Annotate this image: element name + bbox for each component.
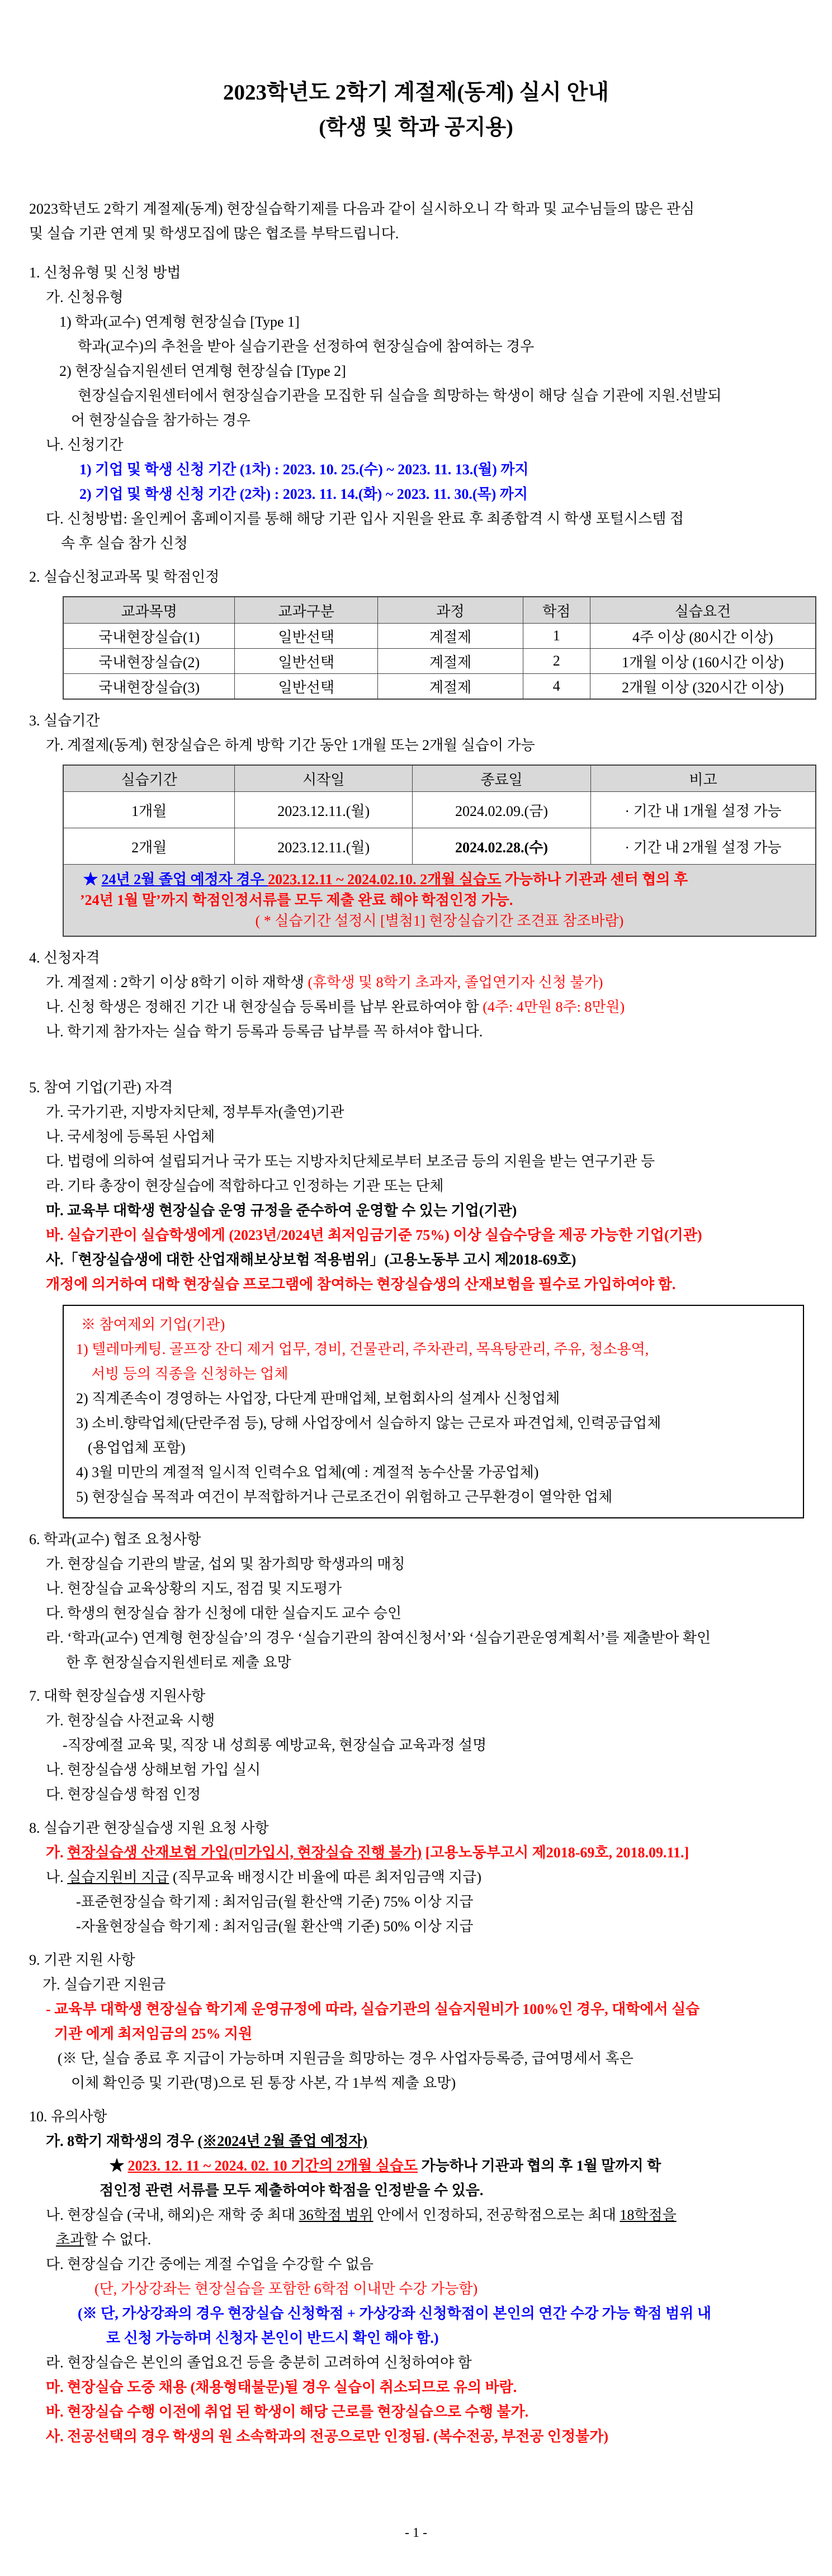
text-segment: 36학점 범위 (299, 2207, 374, 2223)
doc-line (25, 2400, 807, 2424)
table-cell: 일반선택 (235, 674, 378, 700)
text-segment: 2) 현장실습지원센터 연계형 현장실습 [Type 2] (59, 363, 346, 379)
table-cell: 2023.12.11.(월) (235, 828, 413, 865)
doc-line (72, 1485, 796, 1509)
doc-line (25, 2022, 807, 2046)
text-segment: 나. 학기제 참가자는 실습 학기 등록과 등록금 납부를 꼭 하셔야 합니다. (46, 1023, 483, 1040)
text-segment: 마. 현장실습 도중 채용 (채용형태불문)될 경우 실습이 취소되므로 유의 바람. (46, 2379, 517, 2395)
text-segment: 5) 현장실습 목적과 여건이 부적합하거나 근로조건이 위험하고 근무환경이 열악한 업체 (76, 1489, 613, 1505)
doc-line (25, 2154, 807, 2178)
doc-line (25, 1914, 807, 1939)
doc-line (25, 457, 807, 482)
table-header-cell: 실습요건 (590, 597, 816, 624)
text-segment: 안에서 인정하되, 전공학점으로는 최대 (373, 2207, 620, 2223)
text-segment: -직장예절 교육 및, 직장 내 성희롱 예방교육, 현장실습 교육과정 설명 (63, 1737, 487, 1753)
doc-line (25, 1997, 807, 2022)
text-segment: 초과 (56, 2231, 84, 2248)
table-cell: 국내현장실습(2) (63, 649, 235, 674)
table-cell: 국내현장실습(1) (63, 624, 235, 649)
table-header-cell: 실습기간 (63, 765, 235, 792)
text-segment: 2023.12.11 ~ 2024.02.10. 2개월 실습도 (268, 871, 502, 888)
text-segment: 속 후 실습 참가 신청 (61, 535, 188, 551)
text-segment: 개정에 의거하여 대학 현장실습 프로그램에 참여하는 현장실습생의 산재보험을 필수로 가입하여야 함. (46, 1276, 676, 1292)
section-heading (25, 1816, 807, 1841)
text-segment: 9. 기관 지원 사항 (29, 1952, 135, 1968)
text-segment: ※ 참여제외 기업(기관) (81, 1317, 225, 1333)
doc-line (25, 197, 807, 221)
text-segment: 나. 현장실습생 상해보험 가입 실시 (46, 1762, 261, 1778)
table-row (63, 624, 816, 649)
text-segment: 점인정 관련 서류를 모두 제출하여야 학점을 인정받을 수 있음. (100, 2182, 484, 2198)
text-segment: 1) 기업 및 학생 신청 기간 (1차) : 2023. 10. 25.(수) ~ 2023. 11. 13.(월) 까지 (79, 461, 529, 478)
table-header-cell: 학점 (523, 597, 590, 624)
doc-line (72, 1313, 796, 1337)
doc-line (25, 408, 807, 433)
text-segment: 현장실습생 산재보험 가입(미가입시, 현장실습 진행 불가) (67, 1844, 422, 1861)
table-cell: · 기간 내 2개월 설정 가능 (591, 828, 816, 865)
table-cell: 4 (523, 674, 590, 700)
text-segment: 나. 현장실습 (국내, 해외)은 재학 중 최대 (46, 2207, 299, 2223)
text-segment: 기관 에게 최저임금의 25% 지원 (54, 2026, 253, 2042)
doc-line (25, 2178, 807, 2203)
doc-line (25, 1199, 807, 1223)
text-segment: 2. 실습신청교과목 및 학점인정 (29, 569, 220, 585)
doc-line (25, 1020, 807, 1044)
doc-line (25, 1782, 807, 1807)
doc-line (25, 2277, 807, 2301)
text-segment: 4. 신청자격 (29, 950, 100, 966)
doc-line (25, 507, 807, 531)
practice-period-table (63, 765, 816, 937)
doc-line (25, 482, 807, 507)
text-segment: 다. 현장실습생 학점 인정 (46, 1786, 201, 1803)
text-segment: 2) 기업 및 학생 신청 기간 (2차) : 2023. 11. 14.(화) ~ 2023. 11. 30.(목) 까지 (79, 486, 528, 502)
table-cell: 4주 이상 (80시간 이상) (590, 624, 816, 649)
table-cell: 2024.02.28.(수) (413, 828, 591, 865)
text-segment: 서빙 등의 직종을 신청하는 업체 (91, 1366, 289, 1382)
text-segment: 5. 참여 기업(기관) 자격 (29, 1079, 173, 1096)
text-segment: ★ (110, 2158, 128, 2174)
page-number: - 1 - (405, 2526, 427, 2540)
text-segment: 가. 실습기관 지원금 (42, 1976, 166, 1993)
text-segment: 라. 기타 총장이 현장실습에 적합하다고 인정하는 기관 또는 단체 (46, 1178, 444, 1194)
doc-line (25, 433, 807, 457)
text-segment: 가. 국가기관, 지방자치단체, 정부투자(출연)기관 (46, 1104, 344, 1120)
text-segment: 할 수 없다. (84, 2231, 152, 2248)
section-heading (25, 946, 807, 970)
table-header-row (63, 597, 816, 624)
table-cell: 2023.12.11.(월) (235, 792, 413, 828)
section-heading (25, 1075, 807, 1100)
text-segment: ( * 실습기간 설정시 [별첨1] 현장실습기간 조견표 참조바람) (255, 913, 624, 929)
text-segment: 가. 신청유형 (46, 289, 124, 305)
text-segment: 2023. 12. 11 ~ 2024. 02. 10 기간의 2개월 실습도 (127, 2158, 418, 2174)
text-segment: 7. 대학 현장실습생 지원사항 (29, 1688, 206, 1704)
table-header-cell: 교과구분 (235, 597, 378, 624)
text-segment: (※ 단, 실습 종료 후 지급이 가능하며 지원금을 희망하는 경우 사업자등록증, 급여명세서 혹은 (58, 2050, 634, 2067)
text-segment: ★ (83, 871, 102, 888)
table-cell: 1개월 이상 (160시간 이상) (590, 649, 816, 674)
doc-line (25, 2301, 807, 2326)
text-segment: 가. 현장실습 사전교육 시행 (46, 1712, 215, 1729)
text-segment: 10. 유의사항 (29, 2108, 107, 2125)
table-cell: 2개월 이상 (320시간 이상) (590, 674, 816, 700)
table-header-cell: 시작일 (235, 765, 413, 792)
text-segment: 2) 직계존속이 경영하는 사업장, 다단계 판매업체, 보험회사의 설계사 신청업체 (76, 1390, 560, 1407)
text-segment: 8. 실습기관 현장실습생 지원 요청 사항 (29, 1820, 269, 1836)
text-segment: (단, 가상강좌는 현장실습을 포함한 6학점 이내만 수강 가능함) (94, 2281, 478, 2297)
table-cell: 1 (523, 624, 590, 649)
table-cell: 국내현장실습(3) (63, 674, 235, 700)
doc-line (25, 2326, 807, 2351)
doc-line (25, 359, 807, 384)
text-segment: 사.「현장실습생에 대한 산업재해보상보험 적용범위」(고용노동부 고시 제2018-69호) (46, 1252, 576, 1268)
text-segment: 가. 현장실습 기관의 발굴, 섭외 및 참가희망 학생과의 매칭 (46, 1556, 405, 1572)
doc-line (25, 2046, 807, 2071)
text-segment: 가. (46, 1844, 68, 1861)
table-note (63, 865, 816, 937)
doc-line (25, 995, 807, 1020)
text-segment: 24년 2월 졸업 예정자 경우 (101, 871, 268, 888)
table-row (63, 649, 816, 674)
text-segment: 로 신청 가능하며 신청자 본인이 반드시 확인 해야 함.) (106, 2330, 439, 2346)
table-row (63, 828, 816, 865)
text-segment: 1) 학과(교수) 연계형 현장실습 [Type 1] (59, 314, 300, 330)
doc-line (25, 1601, 807, 1626)
doc-subtitle: (학생 및 학과 공지용) (319, 116, 513, 139)
doc-line (25, 1841, 807, 1865)
table-cell: 계절제 (378, 624, 523, 649)
table-cell: 계절제 (378, 649, 523, 674)
doc-line (25, 1650, 807, 1675)
doc-line (25, 2375, 807, 2400)
doc-line (25, 1758, 807, 1782)
section-heading (25, 261, 807, 285)
text-segment: 라. 현장실습은 본인의 졸업요건 등을 충분히 고려하여 신청하여야 함 (46, 2355, 472, 2371)
text-segment: 바. 현장실습 수행 이전에 취업 된 학생이 해당 근로를 현장실습으로 수행 불가. (46, 2404, 529, 2420)
text-segment: 가능하나 기관과 센터 협의 후 (501, 871, 688, 888)
text-segment: 바. 실습기관이 실습학생에게 (2023년/2024년 최저임금기준 75%) 이상 실습수당을 제공 가능한 기업(기관) (46, 1227, 702, 1243)
table-header-cell: 과정 (378, 597, 523, 624)
doc-line (70, 869, 809, 890)
doc-line (25, 1973, 807, 1997)
doc-line (25, 1272, 807, 1297)
text-segment: 3) 소비.향락업체(단란주점 등), 당해 사업장에서 실습하지 않는 근로자 파견업체, 인력공급업체 (76, 1415, 661, 1431)
section-heading (25, 1527, 807, 1552)
section-heading (25, 1948, 807, 1973)
table-cell: 일반선택 (235, 624, 378, 649)
text-segment: (※ 단, 가상강좌의 경우 현장실습 신청학점 + 가상강좌 신청학점이 본인의 연간 수강 가능 학점 범위 내 (78, 2305, 711, 2322)
doc-line (25, 1890, 807, 1914)
table-cell: 2 (523, 649, 590, 674)
text-segment: 다. 현장실습 기간 중에는 계절 수업을 수강할 수 없음 (46, 2256, 374, 2272)
doc-line (25, 2252, 807, 2277)
doc-line (70, 910, 809, 931)
table-row (63, 674, 816, 700)
table-header-cell: 종료일 (413, 765, 591, 792)
doc-title: 2023학년도 2학기 계절제(동계) 실시 안내 (223, 81, 609, 105)
doc-line (25, 2351, 807, 2375)
doc-line (25, 1149, 807, 1174)
doc-line (72, 1411, 796, 1436)
text-segment: (직무교육 배정시간 비율에 따른 최저임금액 지급) (169, 1869, 482, 1885)
table-header-cell: 비고 (591, 765, 816, 792)
text-segment: 6. 학과(교수) 협조 요청사항 (29, 1531, 201, 1548)
text-segment: 마. 교육부 대학생 현장실습 운영 규정을 준수하여 운영할 수 있는 기업(기관) (46, 1202, 517, 1219)
text-segment: (용업업체 포함) (88, 1440, 186, 1456)
doc-line (25, 285, 807, 310)
doc-line (25, 384, 807, 408)
doc-line (25, 1709, 807, 1733)
text-segment: (※2024년 2월 졸업 예정자) (197, 2133, 368, 2149)
table-header-cell: 교과목명 (63, 597, 235, 624)
doc-line (25, 2203, 807, 2228)
doc-line (25, 2424, 807, 2449)
text-segment: 나. 신청 학생은 정해진 기간 내 현장실습 등록비를 납부 완료하여야 함 (46, 999, 483, 1015)
table-cell: · 기간 내 1개월 설정 가능 (591, 792, 816, 828)
text-segment: 이체 확인증 및 기관(명)으로 된 통장 사본, 각 1부씩 제출 요망) (71, 2075, 456, 2091)
text-segment: 가능하나 기관과 협의 후 1월 말까지 학 (418, 2158, 661, 2174)
doc-line (25, 1626, 807, 1650)
doc-line (72, 1386, 796, 1411)
doc-line (25, 970, 807, 995)
text-segment: 4) 3월 미만의 계절적 일시적 인력수요 업체(예 : 계절적 농수산물 가공업체) (76, 1464, 539, 1480)
doc-line (25, 1552, 807, 1577)
text-segment: 어 현장실습을 참가하는 경우 (71, 412, 250, 428)
doc-line (72, 1362, 796, 1386)
doc-line (25, 2228, 807, 2252)
text-segment: 가. 8학기 재학생의 경우 (46, 2133, 198, 2149)
doc-line (25, 1865, 807, 1890)
doc-line (25, 334, 807, 359)
doc-line (25, 733, 807, 758)
text-segment: (휴학생 및 8학기 초과자, 졸업연기자 신청 불가) (308, 974, 603, 990)
text-segment: 나. (46, 1869, 68, 1885)
text-segment: 가. 계절제 : 2학기 이상 8학기 이하 재학생 (46, 974, 308, 990)
table-cell: 1개월 (63, 792, 235, 828)
doc-line (25, 310, 807, 334)
table-cell: 계절제 (378, 674, 523, 700)
text-segment: 다. 신청방법: 올인케어 홈페이지를 통해 해당 기관 입사 지원을 완료 후 최종합격 시 학생 포털시스템 접 (46, 511, 684, 527)
text-segment: ’24년 1월 말’까지 학점인정서류를 모두 제출 완료 해야 학점인정 가능. (80, 892, 513, 908)
text-segment: (4주: 4만원 8주: 8만원) (483, 999, 625, 1015)
section-heading (25, 1684, 807, 1709)
text-segment: - 교육부 대학생 현장실습 학기제 운영규정에 따라, 실습기관의 실습지원비가 100%인 경우, 대학에서 실습 (46, 2001, 700, 2017)
text-segment: -표준현장실습 학기제 : 최저임금(월 환산액 기준) 75% 이상 지급 (76, 1894, 474, 1910)
text-segment: 나. 국세청에 등록된 사업체 (46, 1129, 215, 1145)
text-segment: 2023학년도 2학기 계절제(동계) 현장실습학기제를 다음과 같이 실시하오니 각 학과 및 교수님들의 많은 관심 (29, 201, 695, 217)
text-segment: 3. 실습기간 (29, 713, 100, 729)
doc-line (25, 1125, 807, 1149)
doc-line (25, 1100, 807, 1125)
table-cell: 2개월 (63, 828, 235, 865)
text-segment: 나. 신청기간 (46, 437, 124, 453)
section-heading (25, 2105, 807, 2129)
text-segment: 사. 전공선택의 경우 학생의 원 소속학과의 전공으로만 인정됨. (복수전공, 부전공 인정불가) (46, 2428, 608, 2445)
doc-line (25, 1223, 807, 1248)
section-heading (25, 565, 807, 589)
doc-line (72, 1337, 796, 1362)
text-segment: 현장실습지원센터에서 현장실습기관을 모집한 뒤 실습을 희망하는 학생이 해당 실습 기관에 지원.선발되 (78, 388, 722, 404)
doc-line (72, 1460, 796, 1485)
doc-line (25, 531, 807, 556)
doc-line (70, 890, 809, 910)
text-segment: 한 후 현장실습지원센터로 제출 요망 (66, 1654, 291, 1671)
doc-line (25, 1733, 807, 1758)
doc-line (25, 2071, 807, 2096)
table-header-row (63, 765, 816, 792)
doc-line (72, 1436, 796, 1460)
text-segment: 라. ‘학과(교수) 연계형 현장실습’의 경우 ‘실습기관의 참여신청서’와 ‘실습기관운영계획서’를 제출받아 확인 (46, 1630, 711, 1646)
text-segment: -자율현장실습 학기제 : 최저임금(월 환산액 기준) 50% 이상 지급 (76, 1918, 474, 1935)
doc-line (25, 1248, 807, 1272)
text-segment: 다. 법령에 의하여 설립되거나 국가 또는 지방자치단체로부터 보조금 등의 지원을 받는 연구기관 등 (46, 1153, 655, 1169)
text-segment: [고용노동부고시 제2018-69호, 2018.09.11.] (422, 1844, 689, 1861)
table-row (63, 792, 816, 828)
text-segment: 가. 계절제(동계) 현장실습은 하계 방학 기간 동안 1개월 또는 2개월 실습이 가능 (46, 737, 535, 753)
section-heading (25, 709, 807, 733)
text-segment: 학과(교수)의 추천을 받아 실습기관을 선정하여 현장실습에 참여하는 경우 (78, 338, 535, 355)
course-credit-table (63, 596, 816, 700)
text-segment: 1. 신청유형 및 신청 방법 (29, 265, 181, 281)
doc-line (25, 2129, 807, 2154)
doc-content (25, 197, 807, 2449)
doc-line (25, 1577, 807, 1601)
text-segment: 및 실습 기관 연계 및 학생모집에 많은 협조를 부탁드립니다. (29, 225, 399, 242)
doc-line (25, 221, 807, 246)
text-segment: 18학점을 (620, 2207, 677, 2223)
doc-line (25, 1174, 807, 1199)
table-cell: 일반선택 (235, 649, 378, 674)
text-segment: 나. 현장실습 교육상황의 지도, 점검 및 지도평가 (46, 1580, 342, 1597)
excluded-companies-box (63, 1305, 804, 1518)
text-segment: 실습지원비 지급 (67, 1869, 169, 1885)
text-segment: 1) 텔레마케팅. 골프장 잔디 제거 업무, 경비, 건물관리, 주차관리, 목욕탕관리, 주유, 청소용역, (76, 1341, 649, 1357)
text-segment: 다. 학생의 현장실습 참가 신청에 대한 실습지도 교수 승인 (46, 1605, 402, 1621)
table-cell: 2024.02.09.(금) (413, 792, 591, 828)
